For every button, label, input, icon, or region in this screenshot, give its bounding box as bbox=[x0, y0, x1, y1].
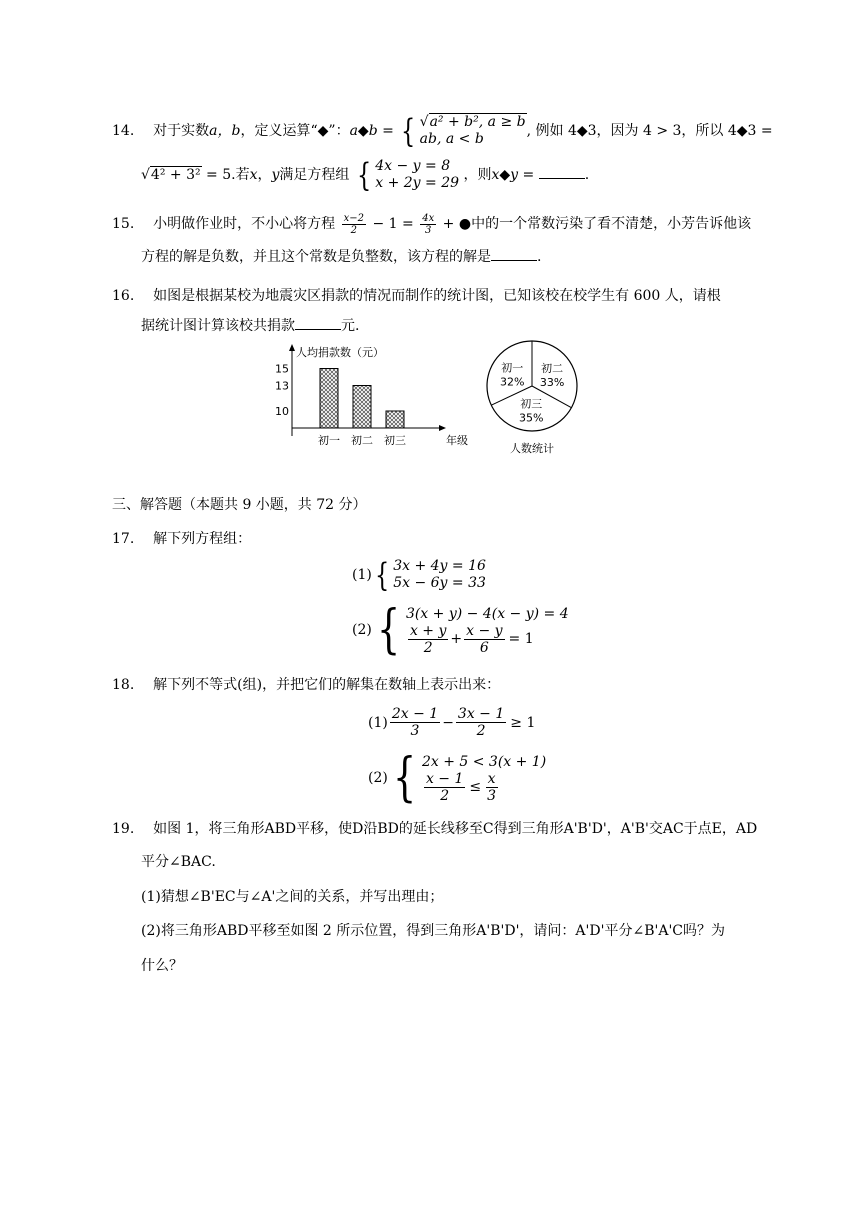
q18-part2-label: (2) bbox=[368, 770, 388, 786]
q15-fraction-1: $\frac{x-2}{2}$ bbox=[343, 212, 365, 236]
q18-part2-ineq2: $\frac{x - 1}{2}$ ≤ $\frac{x}{3}$ bbox=[425, 770, 497, 804]
x-axis-title: 年级 bbox=[446, 434, 468, 447]
q14-text-1c: , 例如 4◆3，因为 4 > 3，所以 4◆3 = bbox=[526, 123, 773, 139]
bar-chart bbox=[270, 342, 480, 452]
section-3-heading: 三、解答题（本题共 9 小题，共 72 分） bbox=[112, 497, 367, 513]
q14-text-1b: ，定义运算“◆”： bbox=[240, 123, 350, 139]
q14-op: a◆b = bbox=[349, 123, 394, 139]
q14-y: y bbox=[271, 167, 280, 183]
y-tick-label: 10 bbox=[275, 405, 289, 418]
q18-part1 bbox=[368, 706, 535, 739]
pie-title: 人数统计 bbox=[510, 442, 554, 455]
bar-初二 bbox=[353, 386, 371, 429]
y-axis-title: 人均捐款数（元） bbox=[296, 346, 384, 359]
q17-fraction-2: $\frac{x - y}{6}$ bbox=[466, 622, 503, 656]
x-tick-label: 初二 bbox=[351, 434, 373, 447]
q16-text-2a: 据统计图计算该校共捐款 bbox=[141, 318, 295, 334]
q14-answer-blank[interactable] bbox=[539, 164, 585, 179]
q19-number: 19. bbox=[112, 821, 135, 837]
q17-line bbox=[112, 528, 251, 550]
bar-初三 bbox=[386, 411, 404, 428]
q14-expr: x◆y = bbox=[491, 167, 535, 183]
q15-line1 bbox=[112, 210, 751, 238]
q14-case1: √a² + b², a ≥ b bbox=[419, 114, 526, 130]
x-axis-arrow bbox=[439, 425, 446, 431]
q17-part2: (2) { 3(x + y) − 4(x − y) = 4 $\frac{x + y}{2}$ + $\frac{x - y}{6}$ = 1 bbox=[352, 600, 569, 660]
q14-text-2d: 满足方程组 bbox=[279, 167, 350, 183]
q18-minus: − bbox=[442, 714, 454, 731]
pie-chart bbox=[480, 336, 600, 460]
q16-text-1: 如图是根据某校为地震灾区捐款的情况而制作的统计图，已知该校在校学生有 600 人，请根 bbox=[153, 288, 721, 304]
q17-part2-eq2: $\frac{x + y}{2}$ + $\frac{x - y}{6}$ = 1 bbox=[409, 622, 534, 656]
q14-sqrt-expr: 4² + 3² bbox=[150, 167, 201, 183]
q14-x: x bbox=[249, 167, 258, 183]
q18-number: 18. bbox=[112, 677, 135, 693]
pie-slice-value: 33% bbox=[539, 376, 565, 390]
q18-part2: (2) { 2x + 5 < 3(x + 1) $\frac{x - 1}{2}$ ≤ $\frac{x}{3}$ bbox=[368, 748, 547, 808]
q17-part1-eq1: 3x + 4y = 16 bbox=[393, 558, 486, 574]
q19-line4: (2)将三角形ABD平移至如图 2 所示位置，得到三角形A'B'D'，请问：A'D'平分∠B'A'C吗？为 bbox=[141, 923, 725, 939]
q15-text-1c: + ●中的一个常数污染了看不清楚，小芳告诉他该 bbox=[442, 216, 752, 232]
q15-line2 bbox=[141, 246, 541, 268]
q15-text-2: 方程的解是负数，并且这个常数是负整数，该方程的解是 bbox=[141, 249, 491, 265]
q14-text-2b: = 5.若 bbox=[206, 167, 250, 183]
q14-line2: √4² + 3² = 5.若x，y满足方程组 { 4x − y = 8 x + 2y = 29 ，则x◆y = . bbox=[141, 156, 590, 194]
q17-text: 解下列方程组： bbox=[153, 531, 252, 547]
q15-fraction-2: $\frac{4x}{3}$ bbox=[422, 212, 435, 236]
q15-answer-blank[interactable] bbox=[491, 246, 537, 261]
q19-line3: (1)猜想∠B'EC与∠A'之间的关系，并写出理由； bbox=[141, 889, 444, 905]
q19-line1 bbox=[112, 818, 757, 840]
q18-part1-label: (1) bbox=[368, 714, 388, 731]
q18-part2-ineq1: 2x + 5 < 3(x + 1) bbox=[421, 753, 547, 770]
q18-line bbox=[112, 674, 500, 696]
q18-fraction-3: $\frac{x - 1}{2}$ bbox=[425, 770, 464, 804]
q17-part2-label: (2) bbox=[352, 622, 372, 638]
bar-初一 bbox=[320, 369, 338, 429]
q18-fraction-2: $\frac{3x - 1}{2}$ bbox=[457, 706, 505, 739]
y-tick-label: 13 bbox=[275, 379, 289, 393]
q15-text-1a: 小明做作业时，不小心将方程 bbox=[153, 216, 336, 232]
q14-period: . bbox=[584, 167, 590, 183]
x-tick-label: 初一 bbox=[318, 434, 340, 447]
q16-text-2b: 元. bbox=[341, 318, 360, 334]
q18-fraction-4: $\frac{x}{3}$ bbox=[487, 770, 497, 804]
pie-slice-value: 32% bbox=[500, 375, 525, 389]
q19-line5: 什么？ bbox=[141, 958, 183, 974]
q17-fraction-1: $\frac{x + y}{2}$ bbox=[409, 622, 447, 656]
pie-slice-value: 35% bbox=[519, 411, 544, 425]
q18-fraction-1: $\frac{2x - 1}{3}$ bbox=[391, 706, 439, 739]
q18-text: 解下列不等式(组)，并把它们的解集在数轴上表示出来： bbox=[153, 677, 501, 693]
q16-answer-blank[interactable] bbox=[295, 315, 341, 330]
q14-number: 14. bbox=[112, 123, 135, 139]
q15-period: . bbox=[537, 249, 542, 265]
q14-ab: a，b bbox=[209, 123, 241, 139]
q16-line1 bbox=[112, 285, 721, 307]
q14-case2: ab, a < b bbox=[419, 131, 484, 147]
q19-line2: 平分∠BAC. bbox=[141, 854, 216, 870]
q14-comma: ， bbox=[257, 167, 272, 183]
pie-slice-label: 初二 bbox=[541, 362, 564, 376]
q14-eq2: x + 2y = 29 bbox=[375, 175, 460, 191]
q19-text-1: 如图 1，将三角形ABD平移，使D沿BD的延长线移至C得到三角形A'B'D'，A'B'交AC于点E，AD bbox=[153, 821, 758, 837]
q16-line2 bbox=[141, 315, 359, 337]
q14-text-1a: 对于实数 bbox=[153, 123, 210, 139]
q17-part1-eq2: 5x − 6y = 33 bbox=[393, 575, 486, 591]
q15-text-1b: − 1 = bbox=[372, 216, 414, 232]
q17-part1-label: (1) bbox=[352, 567, 372, 583]
q17-part2-eq1: 3(x + y) − 4(x − y) = 4 bbox=[405, 605, 569, 622]
q15-number: 15. bbox=[112, 216, 135, 232]
pie-slice-label: 初一 bbox=[501, 361, 524, 375]
q14-text-2e: ，则 bbox=[463, 167, 492, 183]
q16-number: 16. bbox=[112, 288, 135, 304]
q18-ge: ≥ 1 bbox=[510, 714, 536, 731]
y-axis-arrow bbox=[289, 344, 295, 351]
q17-part1: (1) { 3x + 4y = 16 5x − 6y = 33 bbox=[352, 556, 486, 594]
q14-eq1: 4x − y = 8 bbox=[375, 158, 451, 174]
x-tick-label: 初三 bbox=[384, 434, 406, 447]
pie-slice-label: 初三 bbox=[520, 397, 543, 411]
q14-cases: { √a² + b², a ≥ b ab, a < b bbox=[401, 112, 526, 150]
q14-line1 bbox=[112, 112, 773, 150]
y-tick-label: 15 bbox=[275, 362, 289, 376]
q17-number: 17. bbox=[112, 531, 135, 547]
q14-system: { 4x − y = 8 x + 2y = 29 bbox=[356, 156, 460, 194]
